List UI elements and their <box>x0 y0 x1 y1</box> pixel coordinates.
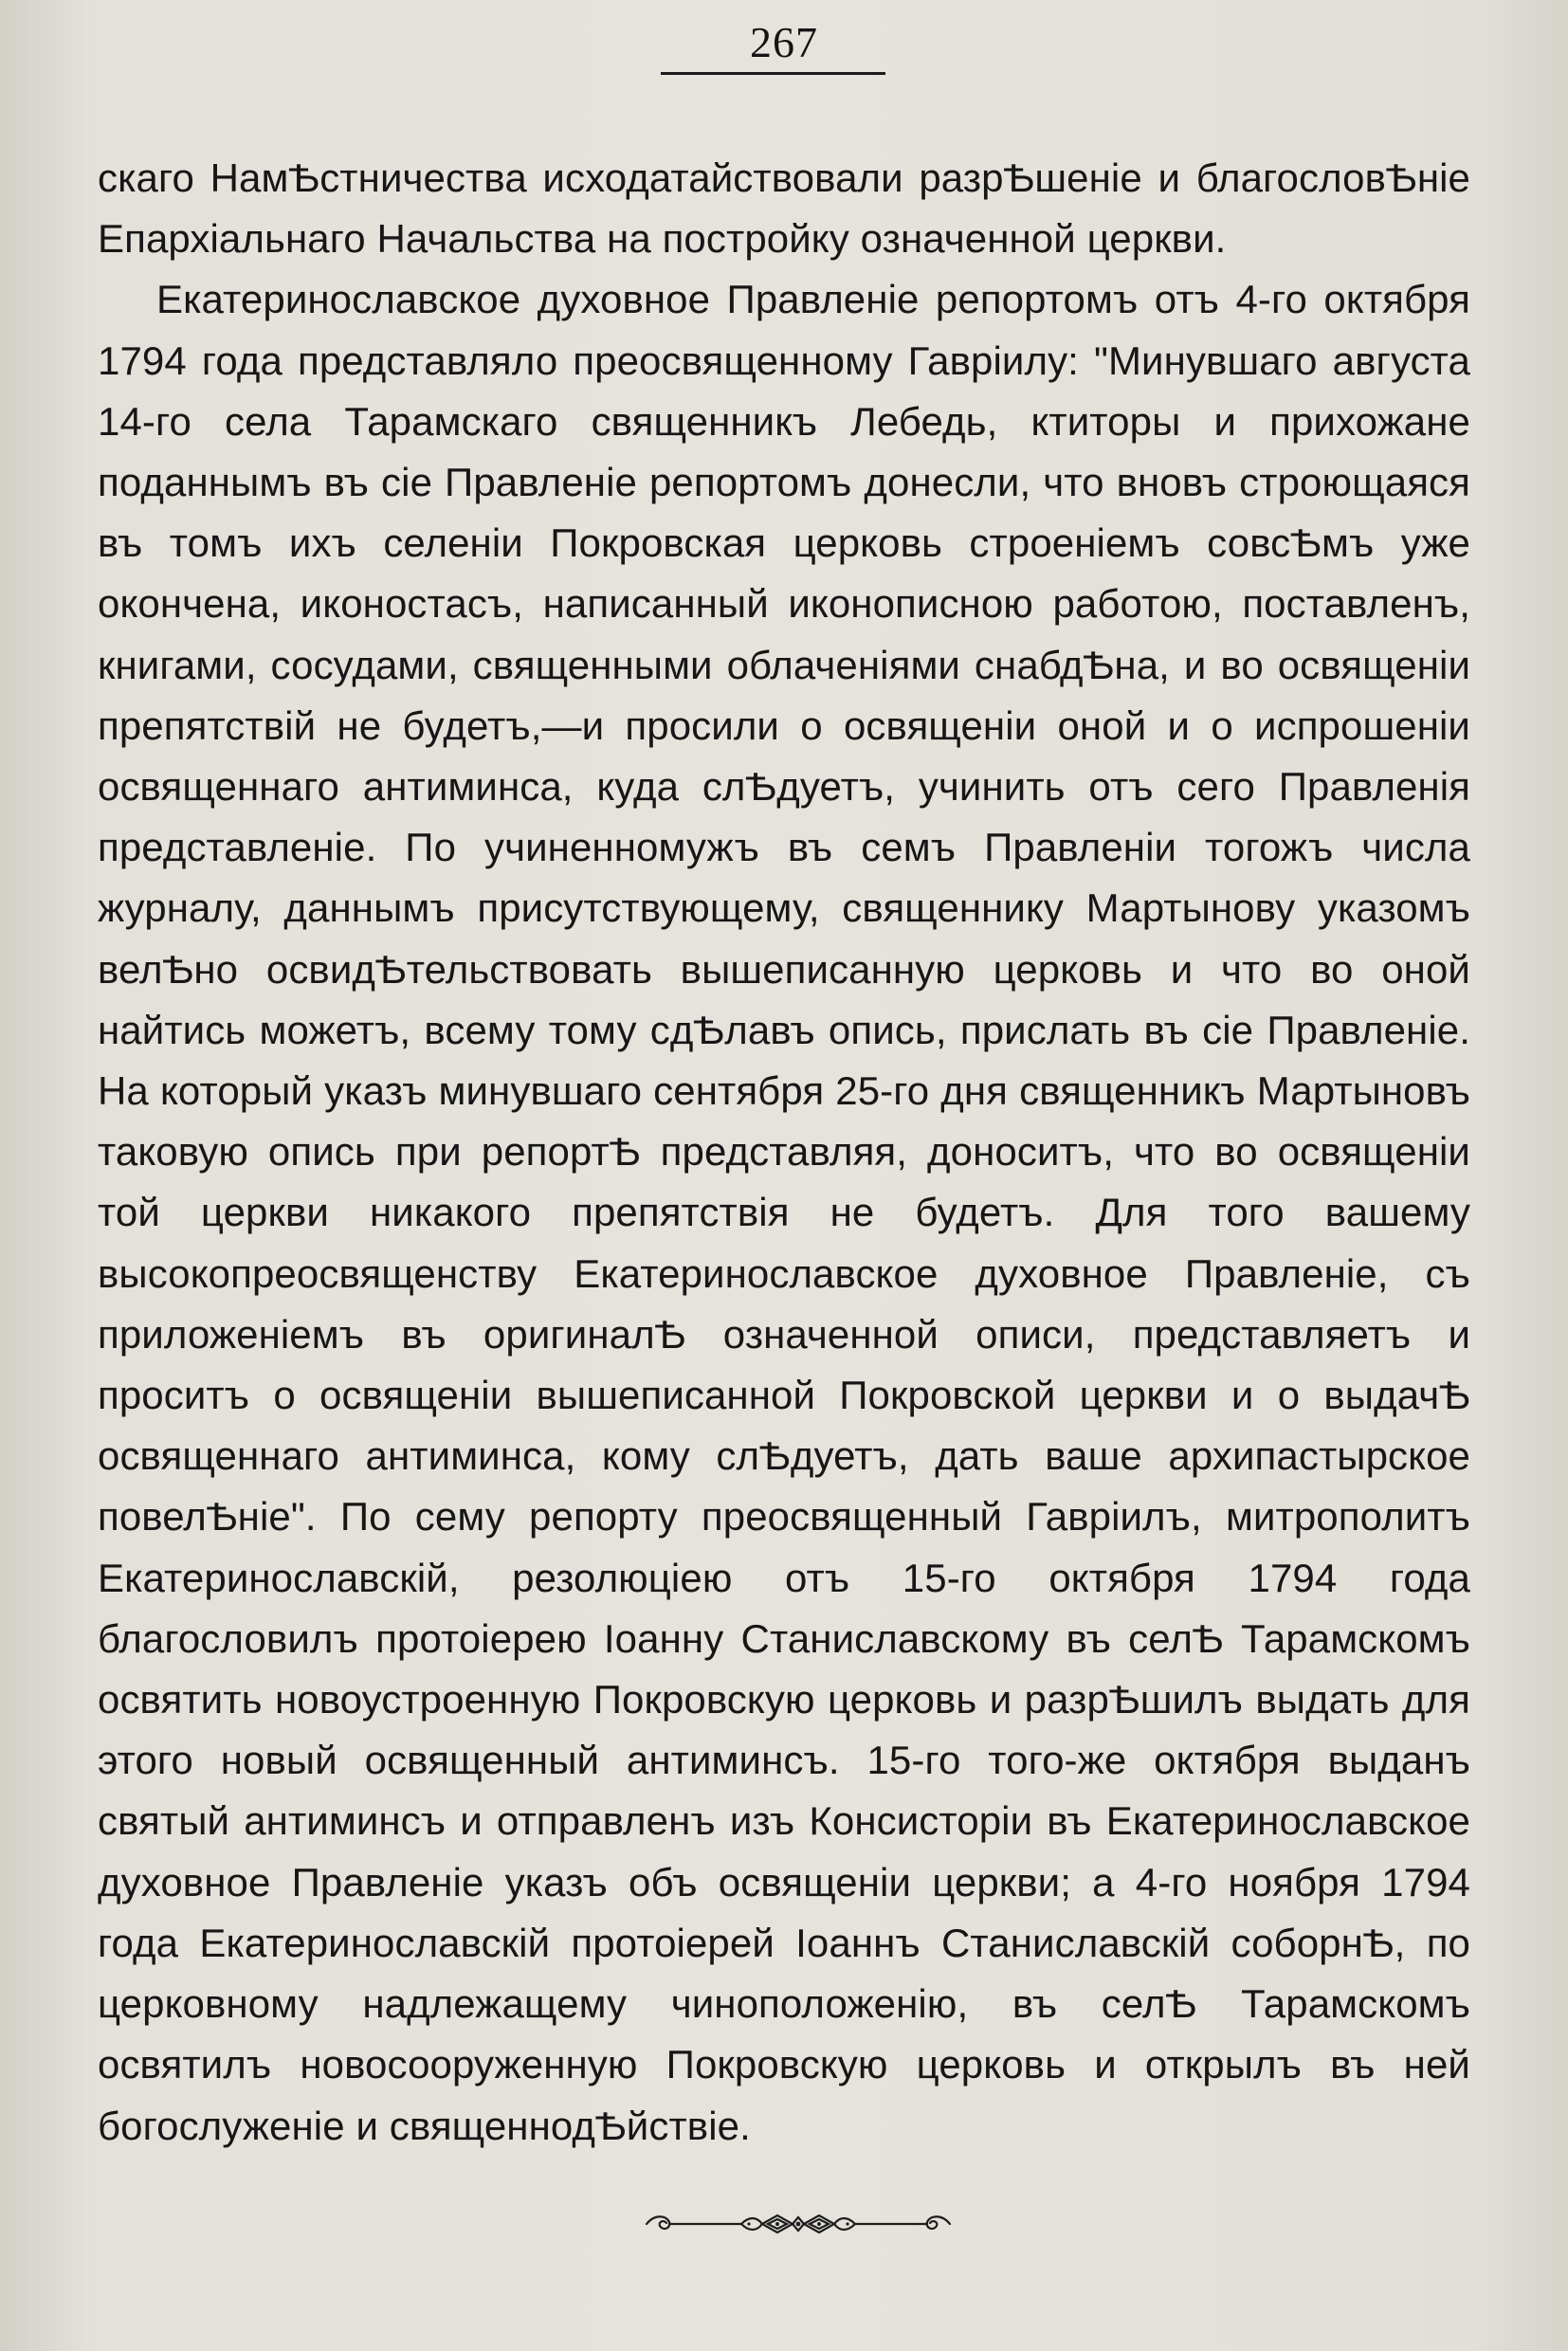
paragraph-continuation: скаго НамѢстничества исходатайствовали разрѢшеніе и благословѢніе Епархіальнаго Начальства на постройку означенной церкви. <box>98 155 1470 262</box>
page-number: 267 <box>750 18 818 66</box>
decorative-flourish-icon <box>635 2207 961 2241</box>
paragraph-main: Екатеринославское духовное Правленіе репортомъ отъ 4-го октября 1794 года представляло преосвященному Гавріилу: "Минувшаго августа 14-го села Тарамскаго священникъ Лебедь, ктиторы и прихожане поданнымъ въ сіе Правленіе репортомъ донесли, что вновъ строющаяся въ томъ ихъ селеніи Покровская церковь строеніемъ совсѢмъ уже окончена, иконостасъ, написанный иконописною работою, поставленъ, книгами, сосудами, священными облаченіями снабдѢна, и во освященіи препятствій не будетъ,—и просили о освященіи оной и о испрошеніи освященнаго антиминса, куда слѢдуетъ, учинить отъ сего Правленія представленіе. По учиненномужъ въ семъ Правленіи тогожъ числа журналу, даннымъ присутствующему, священнику Мартынову указомъ велѢно освидѢтельствовать вышеписанную церковь и что во оной найтись можетъ, всему тому сдѢлавъ опись, прислать въ сіе Правленіе. На который указъ минувшаго сентября 25-го дня священникъ Мартыновъ таковую опись при репортѢ представляя, доноситъ, что во освященіи той церкви никакого препятствія не будетъ. Для того вашему высокопреосвященству Екатеринославское духовное Правленіе, съ приложеніемъ въ оригиналѢ означенной описи, представляетъ и проситъ о освященіи вышеписанной Покровской церкви и о выдачѢ освященнаго антиминса, кому слѢдуетъ, дать ваше архипастырское повелѢніе". По сему репорту преосвященный Гавріилъ, митрополитъ Екатеринославскій, резолюціею отъ 15-го октября 1794 года благословилъ протоіерею Іоанну Станиславскому въ селѢ Тарамскомъ освятить новоустроенную Покровскую церковь и разрѢшилъ выдать для этого новый освященный антиминсъ. 15-го того-же октября выданъ святый антиминсъ и отправленъ изъ Консисторіи въ Екатеринославское духовное Правленіе указъ объ освященіи церкви; а 4-го ноября 1794 года Екатеринославскій протоіерей Іоаннъ Станиславскій соборнѢ, по церковному надлежащему чиноположенію, въ селѢ Тарамскомъ освятилъ новосооруженную Покровскую церковь и открылъ въ ней богослуженіе и священнодѢйствіе. <box>98 277 1470 2148</box>
page-number-rule <box>661 72 885 75</box>
body-text <box>98 148 1470 2157</box>
